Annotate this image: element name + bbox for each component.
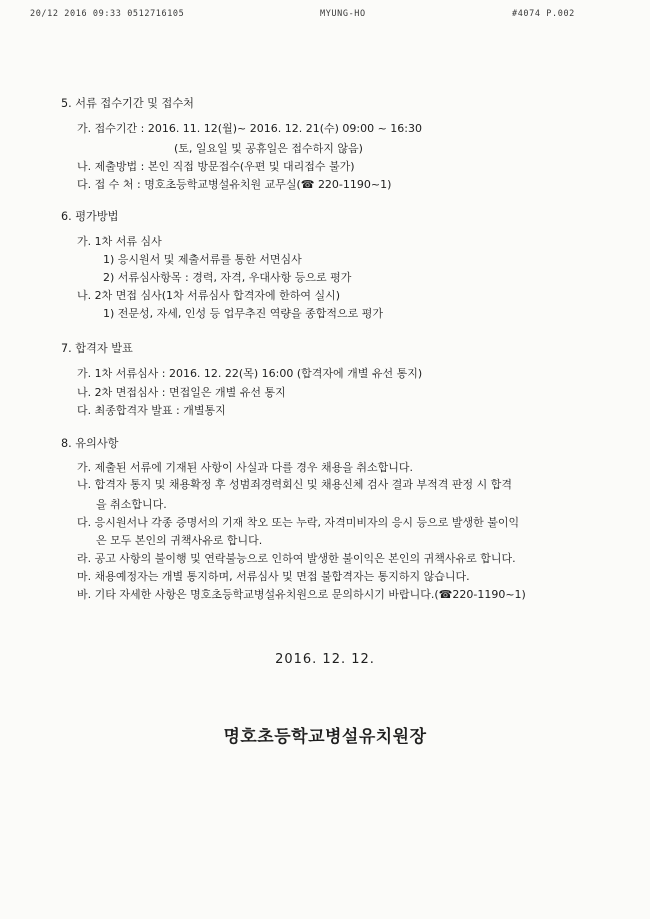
fax-header-name: MYUNG-HO — [320, 9, 366, 19]
section-5-item-ga-note: (토, 일요일 및 공휴일은 접수하지 않음) — [174, 142, 363, 155]
section-5-item-ga: 가. 접수기간 : 2016. 11. 12(월)~ 2016. 12. 21(수) 09:00 ~ 16:30 — [77, 122, 423, 135]
fax-header-sender: 20/12 2016 09:33 0512716105 — [30, 9, 185, 19]
section-5-heading: 5. 서류 접수기간 및 접수처 — [61, 97, 194, 110]
section-6-item-na: 나. 2차 면접 심사(1차 서류심사 합격자에 한하여 실시) — [77, 289, 341, 302]
section-6-item-ga: 가. 1차 서류 심사 — [77, 235, 162, 248]
section-7-item-ga: 가. 1차 서류심사 : 2016. 12. 22(목) 16:00 (합격자에 개별 유선 통지) — [77, 367, 423, 380]
section-7-heading: 7. 합격자 발표 — [61, 342, 133, 355]
section-8-item-da: 다. 응시원서나 각종 증명서의 기재 착오 또는 누락, 자격미비자의 응시 등으로 발생한 불이익 — [77, 516, 520, 529]
section-7-item-na: 나. 2차 면접심사 : 면접일은 개별 유선 통지 — [77, 386, 286, 399]
section-6-subitem-1: 1) 응시원서 및 제출서류를 통한 서면심사 — [103, 253, 302, 266]
section-8-item-na-cont: 을 취소합니다. — [96, 498, 167, 511]
fax-header-page: #4074 P.002 — [512, 9, 575, 19]
section-8-heading: 8. 유의사항 — [61, 437, 119, 450]
section-8-item-ma: 마. 채용예정자는 개별 통지하며, 서류심사 및 면접 불합격자는 통지하지 않습니다. — [77, 570, 470, 583]
section-8-item-na: 나. 합격자 통지 및 채용확정 후 성범죄경력회신 및 채용신체 검사 결과 부적격 판정 시 합격 — [77, 478, 512, 491]
section-6-subitem-2: 2) 서류심사항목 : 경력, 자격, 우대사항 등으로 평가 — [103, 271, 352, 284]
section-5-item-na: 나. 제출방법 : 본인 직접 방문접수(우편 및 대리접수 불가) — [77, 160, 355, 173]
section-8-item-ra: 라. 공고 사항의 불이행 및 연락불능으로 인하여 발생한 불이익은 본인의 귀책사유로 합니다. — [77, 552, 516, 565]
section-7-item-da: 다. 최종합격자 발표 : 개별통지 — [77, 404, 226, 417]
section-8-item-da-cont: 은 모두 본인의 귀책사유로 합니다. — [96, 534, 263, 547]
section-6-subitem-3: 1) 전문성, 자세, 인성 등 업무추진 역량을 종합적으로 평가 — [103, 307, 384, 320]
signature-title: 명호초등학교병설유치원장 — [223, 727, 427, 747]
section-6-heading: 6. 평가방법 — [61, 210, 119, 223]
section-8-item-ga: 가. 제출된 서류에 기재된 사항이 사실과 다를 경우 채용을 취소합니다. — [77, 461, 413, 474]
issue-date: 2016. 12. 12. — [275, 652, 375, 667]
section-5-item-da: 다. 접 수 처 : 명호초등학교병설유치원 교무실(☎ 220-1190~1) — [77, 178, 392, 191]
section-8-item-ba: 바. 기타 자세한 사항은 명호초등학교병설유치원으로 문의하시기 바랍니다.(☎220-1190~1) — [77, 588, 526, 601]
